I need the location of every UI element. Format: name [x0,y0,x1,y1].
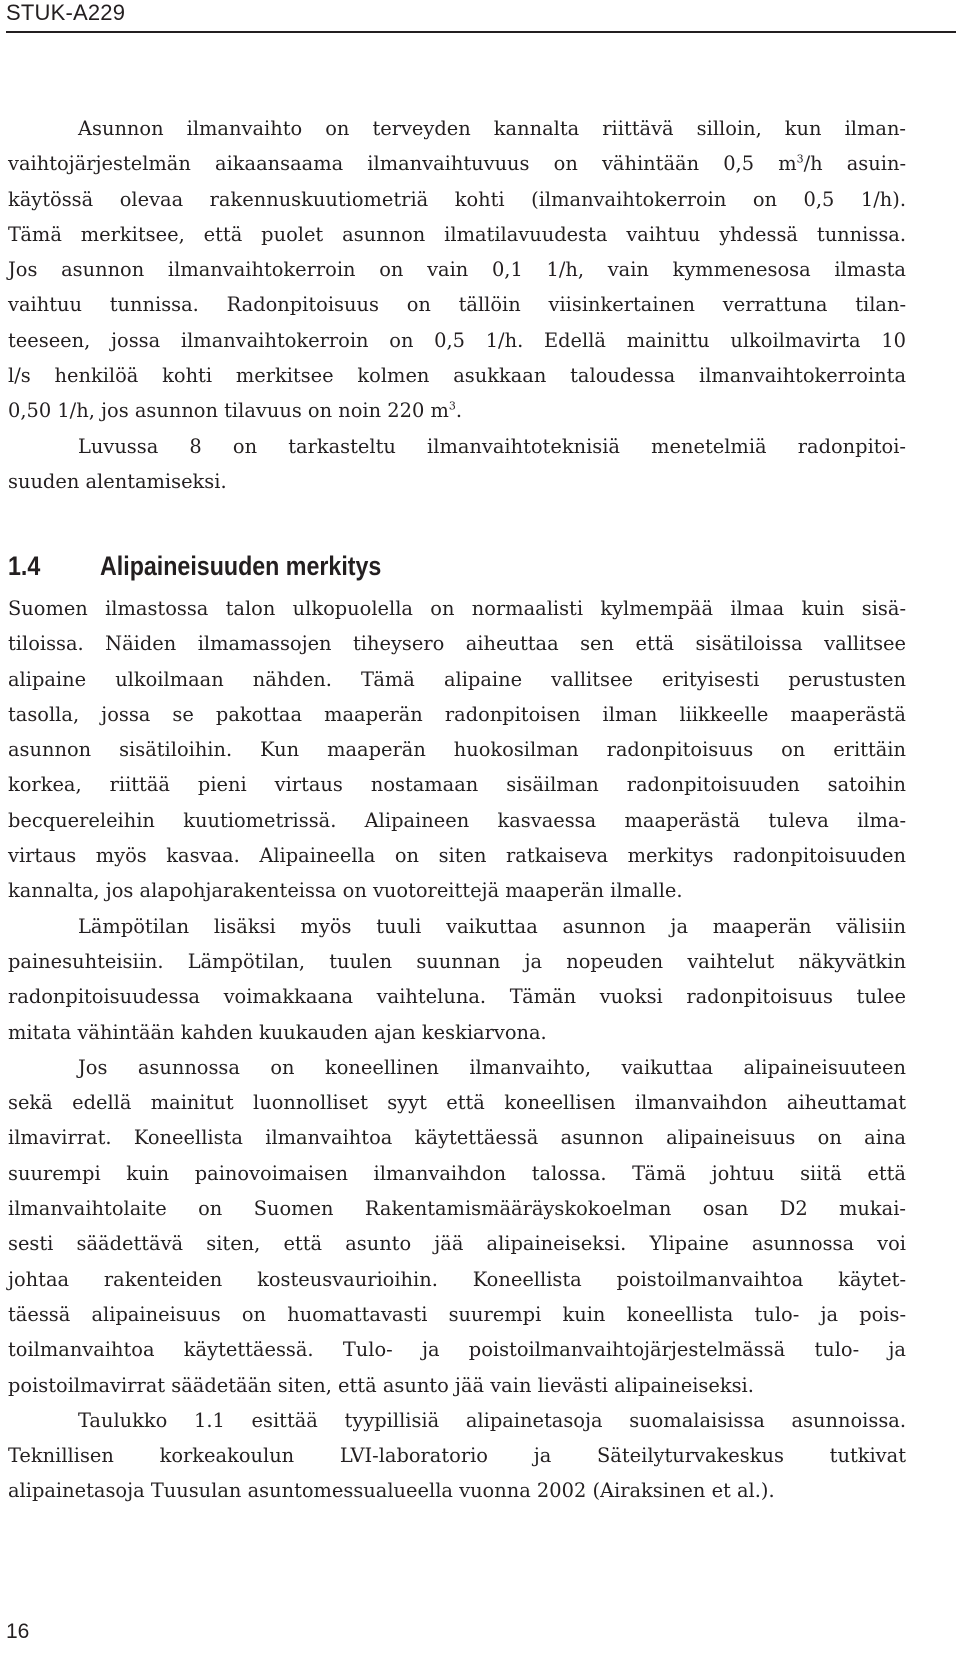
text-line: vaihtuu tunnissa. Radonpitoisuus on tällöin viisinkertainen verrattuna tilan- [8,293,906,317]
text-line: kannalta, jos alapohjarakenteissa on vuotoreittejä maaperän ilmalle. [8,879,683,903]
text-line: Teknillisen korkeakoulun LVI-laboratorio ja Säteilyturvakeskus tutkivat [8,1444,906,1468]
text-line: käytössä olevaa rakennuskuutiometriä kohti (ilmanvaihtokerroin on 0,5 1/h). [8,187,906,211]
section2-text [8,591,906,1509]
text-line: Tämä merkitsee, että puolet asunnon ilmatilavuudesta vaihtuu yhdessä tunnissa. [8,222,906,246]
text-line: sekä edellä mainitut luonnolliset syyt että koneellisen ilmanvaihdon aiheuttamat [8,1091,906,1115]
text-line: vaihtojärjestelmän aikaansaama ilmanvaihtuvuus on vähintään 0,5 $m^3/h$ asuin- [8,152,906,176]
text-line: Suomen ilmastossa talon ulkopuolella on normaalisti kylmempää ilmaa kuin sisä- [8,597,906,620]
text-line: teeseen, jossa ilmanvaihtokerroin on 0,5 1/h. Edellä mainittu ulkoilmavirta 10 [8,328,906,352]
text-line: johtaa rakenteiden kosteusvaurioihin. Koneellista poistoilmanvaihtoa käytet- [8,1267,906,1291]
text-line: poistoilmavirrat säädetään siten, että asunto jää vain lievästi alipaineiseksi. [8,1373,754,1397]
paragraph [8,111,906,429]
text-line: virtaus myös kasvaa. Alipaineella on siten ratkaiseva merkitys radonpitoisuuden [8,844,906,868]
text-line: tiloissa. Näiden ilmamassojen tiheysero aiheuttaa sen että sisätiloissa vallitsee [8,632,906,656]
paragraph [8,591,906,909]
text-line: suurempi kuin painovoimaisen ilmanvaihdon talossa. Tämä johtuu siitä että [8,1161,906,1185]
text-line: 0,50 1/h, jos asunnon tilavuus on noin 220 $m^3$. [8,399,463,423]
text-line: alipaine ulkoilmaan nähden. Tämä alipaine vallitsee erityisesti perustusten [8,667,906,691]
paragraph [8,1050,906,1403]
text-line: tasolla, jossa se pakottaa maaperän radonpitoisen ilman liikkeelle maaperästä [8,702,906,726]
text-line: alipainetasoja Tuusulan asuntomessualueella vuonna 2002 (Airaksinen et al.). [8,1479,775,1503]
text-line: ilmanvaihtolaite on Suomen Rakentamismääräyskokoelman osan D2 mukai- [8,1197,906,1221]
paragraph [8,1403,906,1509]
text-line: korkea, riittää pieni virtaus nostamaan sisäilman radonpitoisuuden satoihin [8,773,906,797]
text-line: Jos asunnossa on koneellinen ilmanvaihto, vaikuttaa alipaineisuuteen [78,1055,906,1079]
text-line: mitata vähintään kahden kuukauden ajan keskiarvona. [8,1020,547,1044]
text-line: ilmavirrat. Koneellista ilmanvaihtoa käytettäessä asunnon alipaineisuus on aina [8,1126,906,1150]
section-number: 1.4 [8,551,41,581]
text-line: becquereleihin kuutiometrissä. Alipaineen kasvaessa maaperästä tuleva ilma- [8,808,906,832]
text-line: Lämpötilan lisäksi myös tuuli vaikuttaa asunnon ja maaperän välisiin [78,914,906,938]
section1-text [8,111,906,499]
text-line: Asunnon ilmanvaihto on terveyden kannalta riittävä silloin, kun ilman- [78,117,906,140]
text-line: l/s henkilöä kohti merkitsee kolmen asukkaan taloudessa ilmanvaihtokerrointa [8,364,906,388]
text-line: radonpitoisuudessa voimakkaana vaihteluna. Tämän vuoksi radonpitoisuus tulee [8,985,906,1009]
text-line: sesti säädettävä siten, että asunto jää alipaineiseksi. Ylipaine asunnossa voi [8,1232,906,1256]
page-number: 16 [6,1620,30,1643]
text-line: Jos asunnon ilmanvaihtokerroin on vain 0,1 1/h, vain kymmenesosa ilmasta [8,258,906,282]
text-line: suuden alentamiseksi. [8,469,227,493]
paragraph [8,909,906,1050]
section-title: Alipaineisuuden merkitys [100,551,382,581]
text-line: toilmanvaihtoa käytettäessä. Tulo- ja poistoilmanvaihtojärjestelmässä tulo- ja [8,1338,906,1362]
text-line: asunnon sisätiloihin. Kun maaperän huokosilman radonpitoisuus on erittäin [8,738,906,762]
text-line: painesuhteisiin. Lämpötilan, tuulen suunnan ja nopeuden vaihtelut näkyvätkin [8,949,906,973]
section-heading [8,551,381,582]
text-line: Luvussa 8 on tarkasteltu ilmanvaihtoteknisiä menetelmiä radonpitoi- [78,434,906,458]
header-rule [6,31,956,33]
paragraph [8,429,906,500]
running-head: STUK-A229 [6,0,126,25]
text-line: Taulukko 1.1 esittää tyypillisiä alipainetasoja suomalaisissa asunnoissa. [78,1408,906,1432]
text-line: täessä alipaineisuus on huomattavasti suurempi kuin koneellista tulo- ja pois- [8,1302,906,1326]
